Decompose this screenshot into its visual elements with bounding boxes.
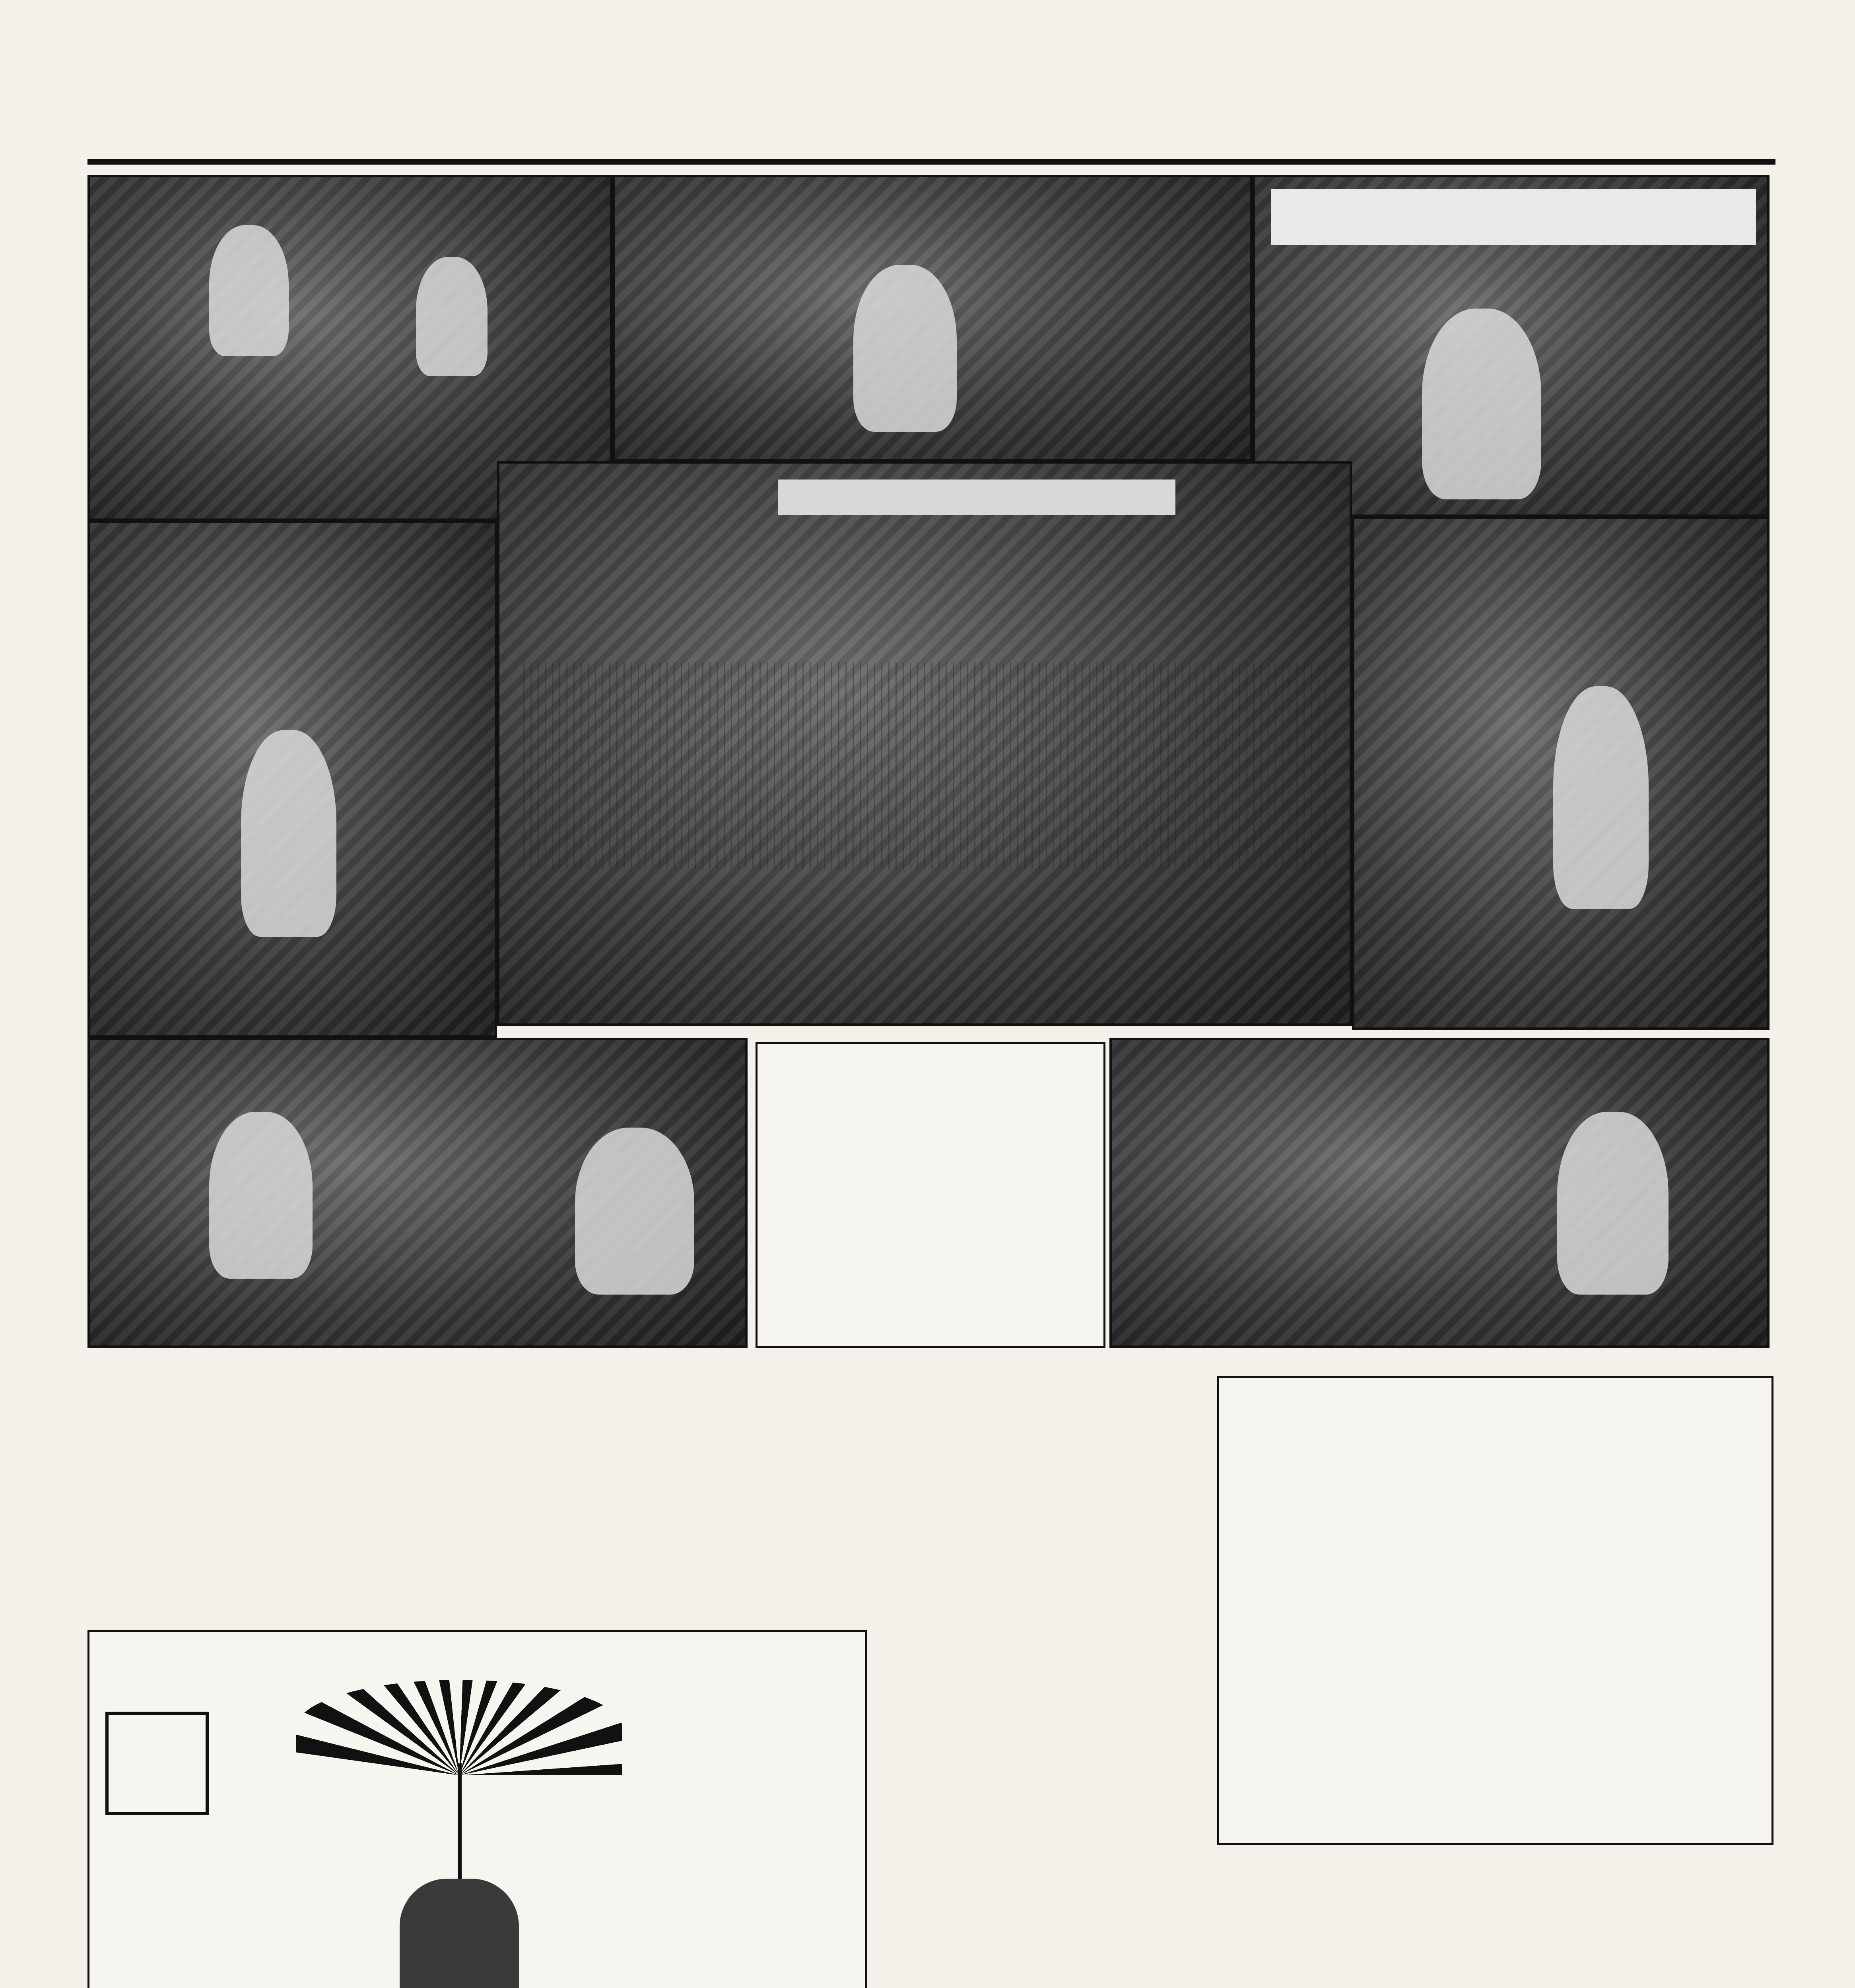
- photo-parade: [497, 461, 1352, 1026]
- photo-camp-tents: [612, 175, 1253, 461]
- photo-caption-box: [756, 1042, 1105, 1348]
- classifieds-top: [87, 1360, 1209, 1630]
- umbrella-illustration: [296, 1680, 622, 1775]
- airline-logo: [105, 1712, 209, 1815]
- photo-radio-study: [1109, 1038, 1770, 1348]
- airline-ad: [87, 1630, 867, 1988]
- photo-right-middle: [1352, 517, 1770, 1030]
- classifieds-right: [875, 1630, 1770, 1988]
- photo-electronics-lab: [87, 1038, 748, 1348]
- masthead-rule: [87, 159, 1775, 165]
- photo-left-middle: [87, 521, 497, 1038]
- banner-sign: [1271, 189, 1756, 245]
